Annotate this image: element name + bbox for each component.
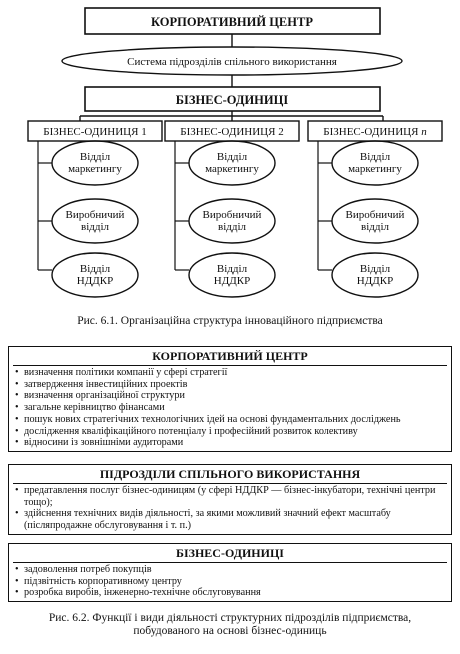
- production-dept-label: Виробничий відділ: [202, 209, 262, 233]
- panel-title: КОРПОРАТИВНИЙ ЦЕНТР: [13, 347, 447, 366]
- list-item: • здійснення технічних видів діяльності, за якими можливий значний ефект масштабу (післяпродажне обслуговування і т. п.): [15, 508, 445, 531]
- function-list: [9, 564, 451, 601]
- marketing-dept-label: Відділ маркетингу: [68, 151, 122, 175]
- business-units-panel: [8, 543, 452, 602]
- business-unit-n-title: БІЗНЕС-ОДИНИЦЯ n: [323, 126, 427, 138]
- list-item: • підзвітність корпоративному центру: [15, 576, 445, 588]
- corporate-center-panel: [8, 346, 452, 452]
- marketing-dept-label: Відділ маркетингу: [348, 151, 402, 175]
- corporate-center-label: КОРПОРАТИВНИЙ ЦЕНТР: [151, 15, 313, 29]
- business-unit-2: [165, 121, 299, 297]
- list-item: • предатавлення послуг бізнес-одиницям (у сфері НДДКР — бізнес-інкубатори, технічні центри тощо);: [15, 485, 445, 508]
- panel-title: ПІДРОЗДІЛИ СПІЛЬНОГО ВИКОРИСТАННЯ: [13, 465, 447, 484]
- list-item: • визначення організаційної структури: [15, 390, 445, 402]
- figure-6-2-caption: [0, 612, 460, 638]
- business-unit-2-title: БІЗНЕС-ОДИНИЦЯ 2: [180, 126, 284, 138]
- shared-system-label: Система підрозділів спільного використання: [127, 56, 337, 68]
- rnd-dept-label: Відділ НДДКР: [76, 263, 114, 287]
- panel-title: БІЗНЕС-ОДИНИЦІ: [13, 544, 447, 563]
- business-unit-1: [28, 121, 162, 297]
- list-item: • затвердження інвестиційних проектів: [15, 379, 445, 391]
- list-item: • відносини із зовнішніми аудиторами: [15, 437, 445, 449]
- rnd-dept-label: Відділ НДДКР: [356, 263, 394, 287]
- caption-line-1: Рис. 6.2. Функції і види діяльності структурних підрозділів підприємства,: [48, 612, 412, 624]
- function-list: [9, 367, 451, 451]
- production-dept-label: Виробничий відділ: [65, 209, 125, 233]
- list-item: • визначення політики компанії у сфері стратегії: [15, 367, 445, 379]
- list-item: • задоволення потреб покупців: [15, 564, 445, 576]
- business-units-label: БІЗНЕС-ОДИНИЦІ: [175, 93, 289, 107]
- business-unit-1-title: БІЗНЕС-ОДИНИЦЯ 1: [43, 126, 147, 138]
- list-item: • загальне керівництво фінансами: [15, 402, 445, 414]
- org-structure-diagram: [0, 0, 460, 310]
- function-list: [9, 485, 451, 534]
- list-item: • дослідження кваліфікаційного потенціалу і професійний розвиток колективу: [15, 426, 445, 438]
- business-unit-n: [308, 121, 442, 297]
- caption-line-2: побудованого на основі бізнес-одиниць: [133, 625, 327, 637]
- list-item: • розробка виробів, інженерно-технічне обслуговування: [15, 587, 445, 599]
- rnd-dept-label: Відділ НДДКР: [213, 263, 251, 287]
- list-item: • пошук нових стратегічних технологічних ідей на основі фундаментальних досліджень: [15, 414, 445, 426]
- shared-units-panel: [8, 464, 452, 535]
- figure-6-1-caption: Рис. 6.1. Організаційна структура інноваційного підприємства: [77, 315, 383, 327]
- production-dept-label: Виробничий відділ: [345, 209, 405, 233]
- marketing-dept-label: Відділ маркетингу: [205, 151, 259, 175]
